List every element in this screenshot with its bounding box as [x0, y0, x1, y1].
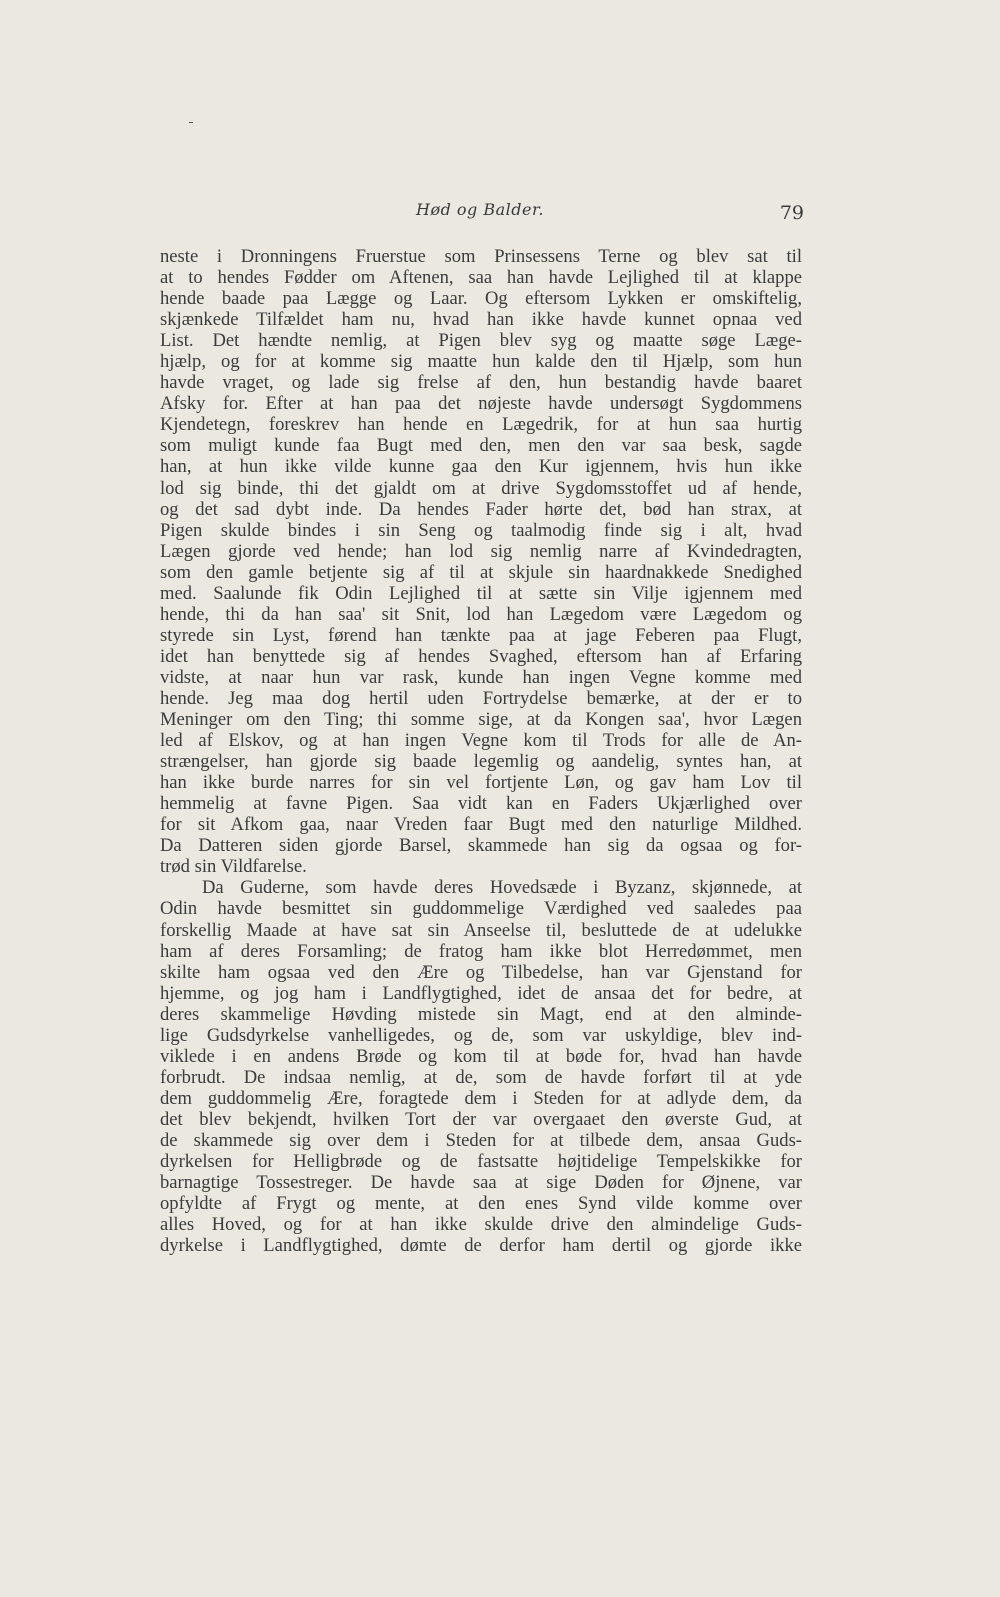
text-line: dem guddommelig Ære, foragtede dem i Steden for at adlyde dem, da	[160, 1087, 802, 1109]
text-line: alles Hoved, og for at han ikke skulde drive den almindelige Guds-	[160, 1214, 802, 1236]
text-line: han ikke burde narres for sin vel fortjente Løn, og gav ham Lov til	[160, 772, 802, 794]
text-line: at to hendes Fødder om Aftenen, saa han havde Lejlighed til at klappe	[160, 267, 802, 289]
page-header	[160, 196, 804, 226]
text-line: Pigen skulde bindes i sin Seng og taalmodig finde sig i alt, hvad	[160, 519, 802, 541]
paragraph-start-line: Da Guderne, som havde deres Hovedsæde i Byzanz, skjønnede, at	[202, 877, 802, 899]
text-line: Odin havde besmittet sin guddommelige Værdighed ved saaledes paa	[160, 898, 802, 920]
text-line: skilte ham ogsaa ved den Ære og Tilbedelse, han var Gjenstand for	[160, 961, 802, 983]
text-line: hjælp, og for at komme sig maatte hun kalde den til Hjælp, som hun	[160, 351, 802, 373]
text-line: han, at hun ikke vilde kunne gaa den Kur igjennem, hvis hun ikke	[160, 456, 802, 478]
text-line: havde vraget, og lade sig frelse af den, hun bestandig havde baaret	[160, 372, 802, 394]
text-line: vidste, at naar hun var rask, kunde han ingen Vegne komme med	[160, 666, 802, 688]
text-line: med. Saalunde fik Odin Lejlighed til at sætte sin Vilje igjennem med	[160, 582, 802, 604]
text-line: hende. Jeg maa dog hertil uden Fortrydelse bemærke, at der er to	[160, 687, 802, 709]
text-line: hende baade paa Lægge og Laar. Og eftersom Lykken er omskiftelig,	[160, 288, 802, 310]
text-line: hende, thi da han saa' sit Snit, lod han Lægedom være Lægedom og	[160, 603, 802, 625]
text-line: forbrudt. De indsaa nemlig, at de, som de havde forført til at yde	[160, 1066, 802, 1088]
text-line: dyrkelse i Landflygtighed, dømte de derfor ham dertil og gjorde ikke	[160, 1235, 802, 1257]
text-line: led af Elskov, og at han ingen Vegne kom til Trods for alle de An-	[160, 730, 802, 752]
text-line: hjemme, og jog ham i Landflygtighed, idet de ansaa det for bedre, at	[160, 982, 802, 1004]
running-title: Hød og Balder.	[416, 200, 544, 219]
text-line: List. Det hændte nemlig, at Pigen blev syg og maatte søge Læge-	[160, 330, 802, 352]
text-line: Afsky for. Efter at han paa det nøjeste havde undersøgt Sygdommens	[160, 393, 802, 415]
text-line: neste i Dronningens Fruerstue som Prinsessens Terne og blev sat til	[160, 246, 802, 267]
text-line: for sit Afkom gaa, naar Vreden faar Bugt med den naturlige Mildhed.	[160, 814, 802, 836]
text-line: Da Datteren siden gjorde Barsel, skammede han sig da ogsaa og for-	[160, 835, 802, 857]
paragraph-end-line: trød sin Vildfarelse.	[160, 856, 307, 878]
text-line: forskellig Maade at have sat sin Anseelse til, besluttede de at udelukke	[160, 919, 802, 941]
text-line: lod sig binde, thi det gjaldt om at drive Sygdomsstoffet ud af hende,	[160, 477, 802, 499]
body-text	[160, 246, 802, 1256]
text-line: dyrkelsen for Helligbrøde og de fastsatte højtidelige Tempelskikke for	[160, 1151, 802, 1173]
text-line: de skammede sig over dem i Steden for at tilbede dem, ansaa Guds-	[160, 1129, 802, 1151]
text-line: viklede i en andens Brøde og kom til at bøde for, hvad han havde	[160, 1045, 802, 1067]
text-line: ham af deres Forsamling; de fratog ham ikke blot Herredømmet, men	[160, 940, 802, 962]
text-line: som den gamle betjente sig af til at skjule sin haardnakkede Snedighed	[160, 561, 802, 583]
text-line: styrede sin Lyst, førend han tænkte paa at jage Feberen paa Flugt,	[160, 624, 802, 646]
text-line: Kjendetegn, foreskrev han hende en Lægedrik, for at hun saa hurtig	[160, 414, 802, 436]
text-line: idet han benyttede sig af hendes Svaghed, eftersom han af Erfaring	[160, 645, 802, 667]
text-line: og det sad dybt inde. Da hendes Fader hørte det, bød han strax, at	[160, 498, 802, 520]
text-line: som muligt kunde faa Bugt med den, men den var saa besk, sagde	[160, 435, 802, 457]
text-line: barnagtige Tossestreger. De havde saa at sige Døden for Øjnene, var	[160, 1172, 802, 1194]
text-line: skjænkede Tilfældet ham nu, hvad han ikke havde kunnet opnaa ved	[160, 309, 802, 331]
text-line: deres skammelige Høvding mistede sin Magt, end at den alminde-	[160, 1003, 802, 1025]
text-line: opfyldte af Frygt og mente, at den enes Synd vilde komme over	[160, 1193, 802, 1215]
page-number: 79	[779, 202, 804, 224]
speck-mark	[189, 122, 193, 123]
text-line: strængelser, han gjorde sig baade legemlig og aandelig, syntes han, at	[160, 751, 802, 773]
text-line: Meninger om den Ting; thi somme sige, at da Kongen saa', hvor Lægen	[160, 709, 802, 731]
text-line: det blev bekjendt, hvilken Tort der var overgaaet den øverste Gud, at	[160, 1108, 802, 1130]
text-line: Lægen gjorde ved hende; han lod sig nemlig narre af Kvindedragten,	[160, 540, 802, 562]
text-line: hemmelig at favne Pigen. Saa vidt kan en Faders Ukjærlighed over	[160, 793, 802, 815]
text-line: lige Gudsdyrkelse vanhelligedes, og de, som var uskyldige, blev ind-	[160, 1024, 802, 1046]
